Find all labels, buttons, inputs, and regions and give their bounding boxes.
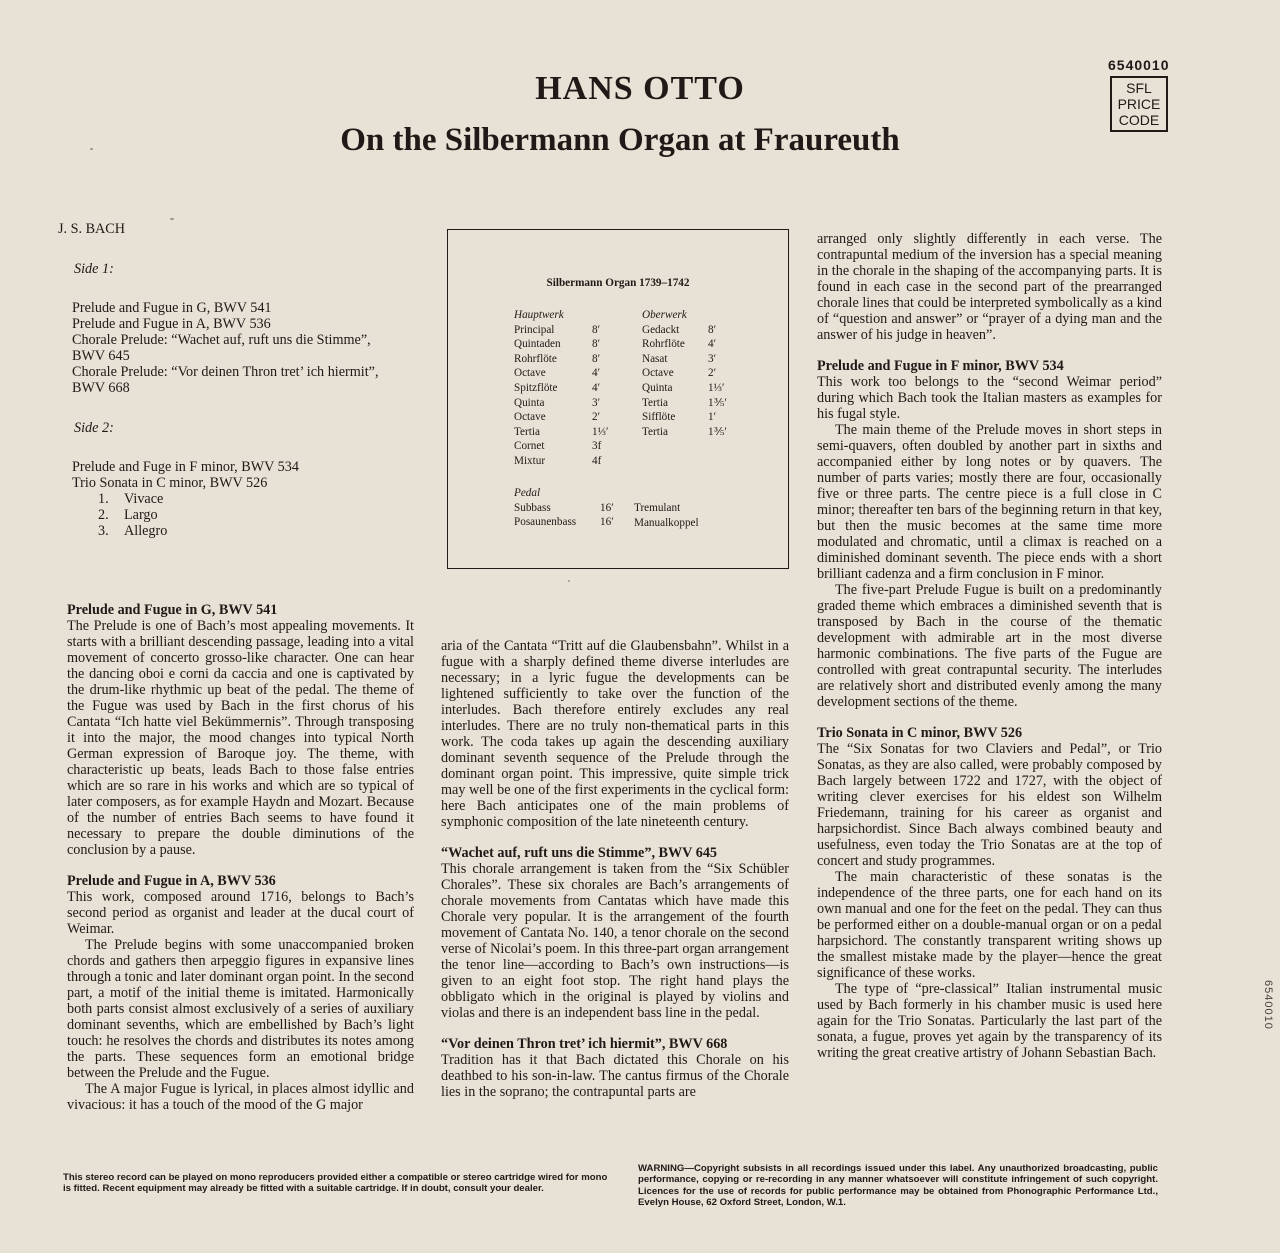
stereo-notice: This stereo record can be played on mono reproducers provided either a compatible or stereo cartridge wired for mono is fitted. Recent equipment may already be fitted with a suitable cartridge. If in doubt, consult your dealer.: [63, 1172, 608, 1195]
stop-name: Spitzflöte: [514, 381, 558, 394]
stop-name: Quintaden: [514, 338, 561, 351]
composer: J. S. BACH: [58, 221, 126, 237]
track-item: BWV 645: [72, 348, 130, 364]
note-paragraph: aria of the Cantata “Tritt auf die Glaubensbahn”. Whilst in a fugue with a sharply defined theme diverse interludes are necessary; in a lyric fugue the developments can be lightened sufficiently to take over the function of the interludes. Bach therefore entirely excludes any real interludes. There are no truly non-thematical parts in this work. The coda takes up again the descending auxiliary dominant seventh sequence of the Prelude through the dominant organ point. This impressive, quite simple trick may well be one of the first experiments in the cyclical form: here Bach anticipates one of the main problems of symphonic composition of the late nineteenth century.: [441, 638, 789, 830]
price-code-line: PRICE: [1117, 96, 1161, 112]
stop-row: [514, 515, 614, 530]
stop-name: Mixtur: [514, 454, 546, 467]
stop-name: Rohrflöte: [642, 338, 685, 351]
note-paragraph: The Prelude begins with some unaccompanied broken chords and gathers then arpeggio figures in expansive lines through a tonic and later dominant organ point. In the second part, a motif of the initial theme is imitated. Harmonically both parts consist almost exclusively of a series of auxiliary dominant sevenths, which are embellished by Bach’s light touch: he resolves the chords and distributes its notes among the parts. These sequences form an emotional bridge between the Prelude and the Fugue.: [67, 937, 414, 1081]
note-paragraph: The main theme of the Prelude moves in short steps in semi-quavers, often doubled by another part in sixths and accompanied either by long notes or by quavers. The number of parts varies; mostly there are four, occasionally five or three parts. The centre piece is a full close in C minor; thereafter ten bars of the beginning return in that key, but then the music becomes at the same time more modulated and chromatic, until a climax is reached on a diminished dominant seventh. The piece ends with a short brilliant cadenza and a firm conclusion in F minor.: [817, 422, 1162, 582]
couplers: [634, 501, 699, 530]
stop-row: [642, 352, 727, 367]
stop-name: Principal: [514, 323, 555, 336]
note-paragraph: The type of “pre-classical” Italian instrumental music used by Bach formerly in his chamber music is used here again for the Trio Sonatas. Particularly the last part of the sonata, a fugue, proves yet again by the transparency of its writing the great creative artistry of Johann Sebastian Bach.: [817, 981, 1162, 1061]
stop-name: Octave: [642, 367, 674, 380]
album-subtitle: On the Silbermann Organ at Fraureuth: [340, 122, 900, 158]
stop-pitch: 1⅗′: [708, 425, 727, 438]
stop-row: [514, 381, 608, 396]
note-paragraph: The main characteristic of these sonatas is the independence of the three parts, one for each hand on its own manual and one for the feet on the pedal. They can thus be performed either on a double-manual organ or on a pedal harpsichord. The constantly transparent writing shows up the smallest mistake made by the player—hence the great significance of these works.: [817, 869, 1162, 981]
track-item: Chorale Prelude: “Vor deinen Thron tret’ ich hiermit”,: [72, 364, 379, 380]
album-title: HANS OTTO: [535, 70, 745, 107]
side-2-label: Side 2:: [74, 420, 114, 436]
stop-row: [642, 337, 727, 352]
stop-name: Quinta: [642, 381, 673, 394]
movement-name: Largo: [124, 507, 158, 523]
stop-name: Octave: [514, 367, 546, 380]
stop-name: Quinta: [514, 396, 545, 409]
movement-number: 1.: [98, 491, 109, 507]
coupler-item: Tremulant: [634, 502, 681, 514]
movement-item: [98, 491, 418, 507]
stop-row: [514, 323, 608, 338]
stop-name: Subbass: [514, 501, 551, 514]
track-item: Prelude and Fugue in G, BWV 541: [72, 300, 272, 316]
oberwerk-stops: [642, 308, 727, 439]
movement-number: 2.: [98, 507, 109, 523]
stop-row: [642, 410, 727, 425]
stop-name: Nasat: [642, 352, 668, 365]
section-heading: Prelude and Fugue in G, BWV 541: [67, 602, 278, 618]
pedal-stops: [514, 486, 614, 530]
movement-name: Allegro: [124, 523, 168, 539]
stop-pitch: 1′: [708, 411, 717, 424]
stop-pitch: 2′: [592, 411, 601, 424]
movement-name: Vivace: [124, 491, 164, 507]
stop-row: [642, 366, 727, 381]
notes-column-3: [817, 231, 1162, 1061]
stop-pitch: 3f: [592, 440, 602, 453]
note-paragraph: The A major Fugue is lyrical, in places almost idyllic and vivacious: it has a touch of the mood of the G major: [67, 1081, 414, 1113]
stop-row: [514, 396, 608, 411]
section-heading: “Vor deinen Thron tret’ ich hiermit”, BWV 668: [441, 1036, 728, 1052]
stop-name: Rohrflöte: [514, 352, 557, 365]
paper-speck: [568, 580, 570, 582]
coupler-item: Manualkoppel: [634, 516, 699, 529]
paper-speck: [90, 148, 93, 150]
price-code-line: SFL: [1126, 80, 1152, 96]
stop-pitch: 3′: [592, 396, 601, 409]
stop-row: [642, 425, 727, 440]
stop-row: [642, 396, 727, 411]
catalogue-number: 6540010: [1108, 57, 1170, 73]
stop-pitch: 8′: [592, 352, 601, 365]
stop-pitch: 4′: [708, 338, 717, 351]
stop-name: Tertia: [514, 425, 540, 438]
stop-pitch: 4′: [592, 381, 601, 394]
copyright-warning: WARNING—Copyright subsists in all recordings issued under this label. Any unauthorized broadcasting, public performance, copying or re-recording in any manner whatsoever will constitute infringement of such copyright. Licences for the use of records for public performance may be obtained from Phonographic Performance Ltd., Evelyn House, 62 Oxford Street, London, W.1.: [638, 1163, 1158, 1209]
stop-row: [514, 366, 608, 381]
note-paragraph: arranged only slightly differently in each verse. The contrapuntal medium of the inversion has a special meaning in the chorale in the shaping of the accompanying parts. It is found in each case in the second part of the prearranged chorale lines that could be interpreted symbolically as a kind of “question and answer” or “prayer of a dying man and the answer of his judge in heaven”.: [817, 231, 1162, 343]
stop-pitch: 1⅓′: [708, 381, 725, 394]
note-paragraph: This work too belongs to the “second Weimar period” during which Bach took the Italian masters as examples for his fugal style.: [817, 374, 1162, 422]
section-heading: Trio Sonata in C minor, BWV 526: [817, 725, 1023, 741]
spine-catalogue-number: 6540010: [1262, 980, 1274, 1030]
stop-row: [642, 381, 727, 396]
notes-column-1: [67, 602, 414, 1113]
oberwerk-label: Oberwerk: [642, 309, 687, 321]
stop-pitch: 2′: [708, 367, 717, 380]
stop-pitch: 1⅗′: [708, 396, 727, 409]
note-paragraph: The Prelude is one of Bach’s most appealing movements. It starts with a brilliant descending passage, leading into a vital movement of concerto grosso-like character. One can hear the dancing oboi e corni da caccia and one is captivated by the drum-like rhythmic up beat of the pedal. The theme of the Fugue was used by Bach in the first chorus of his Cantata “Ich hatte viel Bekümmernis”. Through transposing it into the major, the mood changes into typical North German expression of Baroque joy. The theme, with characteristic up beats, leads Bach to those false entries which are so rare in his works and which are so typical of later composers, as for example Haydn and Mozart. Because of the number of entries Bach seems to have found it necessary to prepare the double diminutions of the conclusion by a pause.: [67, 618, 414, 858]
track-item: Trio Sonata in C minor, BWV 526: [72, 475, 268, 491]
movement-item: [98, 507, 418, 523]
price-code-box: [1110, 76, 1168, 132]
stop-pitch: 16′: [600, 516, 614, 529]
stop-pitch: 1⅓′: [592, 425, 609, 438]
stop-row: [514, 454, 608, 469]
section-heading: Prelude and Fugue in A, BWV 536: [67, 873, 276, 889]
stop-row: [514, 352, 608, 367]
notes-column-2: [441, 638, 789, 1100]
track-item: BWV 668: [72, 380, 130, 396]
track-list: [58, 221, 418, 539]
hauptwerk-label: Hauptwerk: [514, 309, 564, 321]
stop-pitch: 8′: [592, 338, 601, 351]
note-paragraph: Tradition has it that Bach dictated this Chorale on his deathbed to his son-in-law. The cantus firmus of the Chorale lies in the soprano; the contrapuntal parts are: [441, 1052, 789, 1100]
track-item: Prelude and Fugue in A, BWV 536: [72, 316, 271, 332]
note-paragraph: The five-part Prelude Fugue is built on a predominantly graded theme which embraces a diminished seventh that is transposed by Bach in the course of the thematic development with admirable art in the most diverse harmonic combinations. The five parts of the Fugue are controlled with great contrapuntal security. The interludes are relatively short and distributed evenly among the many development sections of the theme.: [817, 582, 1162, 710]
hauptwerk-stops: [514, 308, 608, 469]
track-item: Prelude and Fuge in F minor, BWV 534: [72, 459, 299, 475]
side-1-label: Side 1:: [74, 261, 114, 277]
pedal-label: Pedal: [514, 487, 541, 499]
note-paragraph: The “Six Sonatas for two Claviers and Pedal”, or Trio Sonatas, as they are also called, were probably composed by Bach largely between 1722 and 1727, with the object of writing clever exercises for his eldest son Wilhelm Friedemann, training for his career as organist and harpsichordist. Since Bach always combined beauty and usefulness, even today the Trio Sonatas are at the top of concert and study programmes.: [817, 741, 1162, 869]
note-paragraph: This work, composed around 1716, belongs to Bach’s second period as organist and leader at the ducal court of Weimar.: [67, 889, 414, 937]
stop-row: [514, 501, 614, 516]
section-heading: Prelude and Fugue in F minor, BWV 534: [817, 358, 1064, 374]
organ-specification-box: [447, 229, 789, 569]
stop-row: [642, 323, 727, 338]
organ-title: Silbermann Organ 1739–1742: [546, 277, 690, 289]
stop-row: [514, 439, 608, 454]
stop-name: Octave: [514, 411, 546, 424]
paper-speck: [170, 218, 174, 220]
stop-pitch: 3′: [708, 352, 717, 365]
stop-row: [514, 410, 608, 425]
stop-name: Gedackt: [642, 323, 680, 336]
stop-pitch: 4′: [592, 367, 601, 380]
stop-row: [514, 337, 608, 352]
stop-name: Cornet: [514, 440, 545, 453]
price-code-line: CODE: [1118, 112, 1160, 128]
stop-pitch: 4f: [592, 454, 602, 467]
movement-number: 3.: [98, 523, 109, 539]
movement-item: [98, 523, 418, 539]
section-heading: “Wachet auf, ruft uns die Stimme”, BWV 645: [441, 845, 718, 861]
stop-pitch: 8′: [592, 323, 601, 336]
stop-name: Sifflöte: [642, 411, 676, 424]
stop-name: Tertia: [642, 396, 668, 409]
stop-pitch: 8′: [708, 323, 717, 336]
track-item: Chorale Prelude: “Wachet auf, ruft uns die Stimme”,: [72, 332, 371, 348]
stop-pitch: 16′: [600, 501, 614, 514]
stop-name: Tertia: [642, 425, 668, 438]
note-paragraph: This chorale arrangement is taken from the “Six Schübler Chorales”. These six chorales are Bach’s arrangements of chorale movements from Cantatas which have made this Chorale very popular. It is the arrangement of the fourth movement of Cantata No. 140, a tenor chorale on the second verse of Nicolai’s poem. In this three-part organ arrangement the tenor line—according to Bach’s own instructions—is given to an eight foot stop. The right hand plays the obbligato which in the original is played by violins and violas and there is an independent bass line in the pedal.: [441, 861, 789, 1021]
stop-row: [514, 425, 608, 440]
stop-name: Posaunenbass: [514, 516, 577, 529]
